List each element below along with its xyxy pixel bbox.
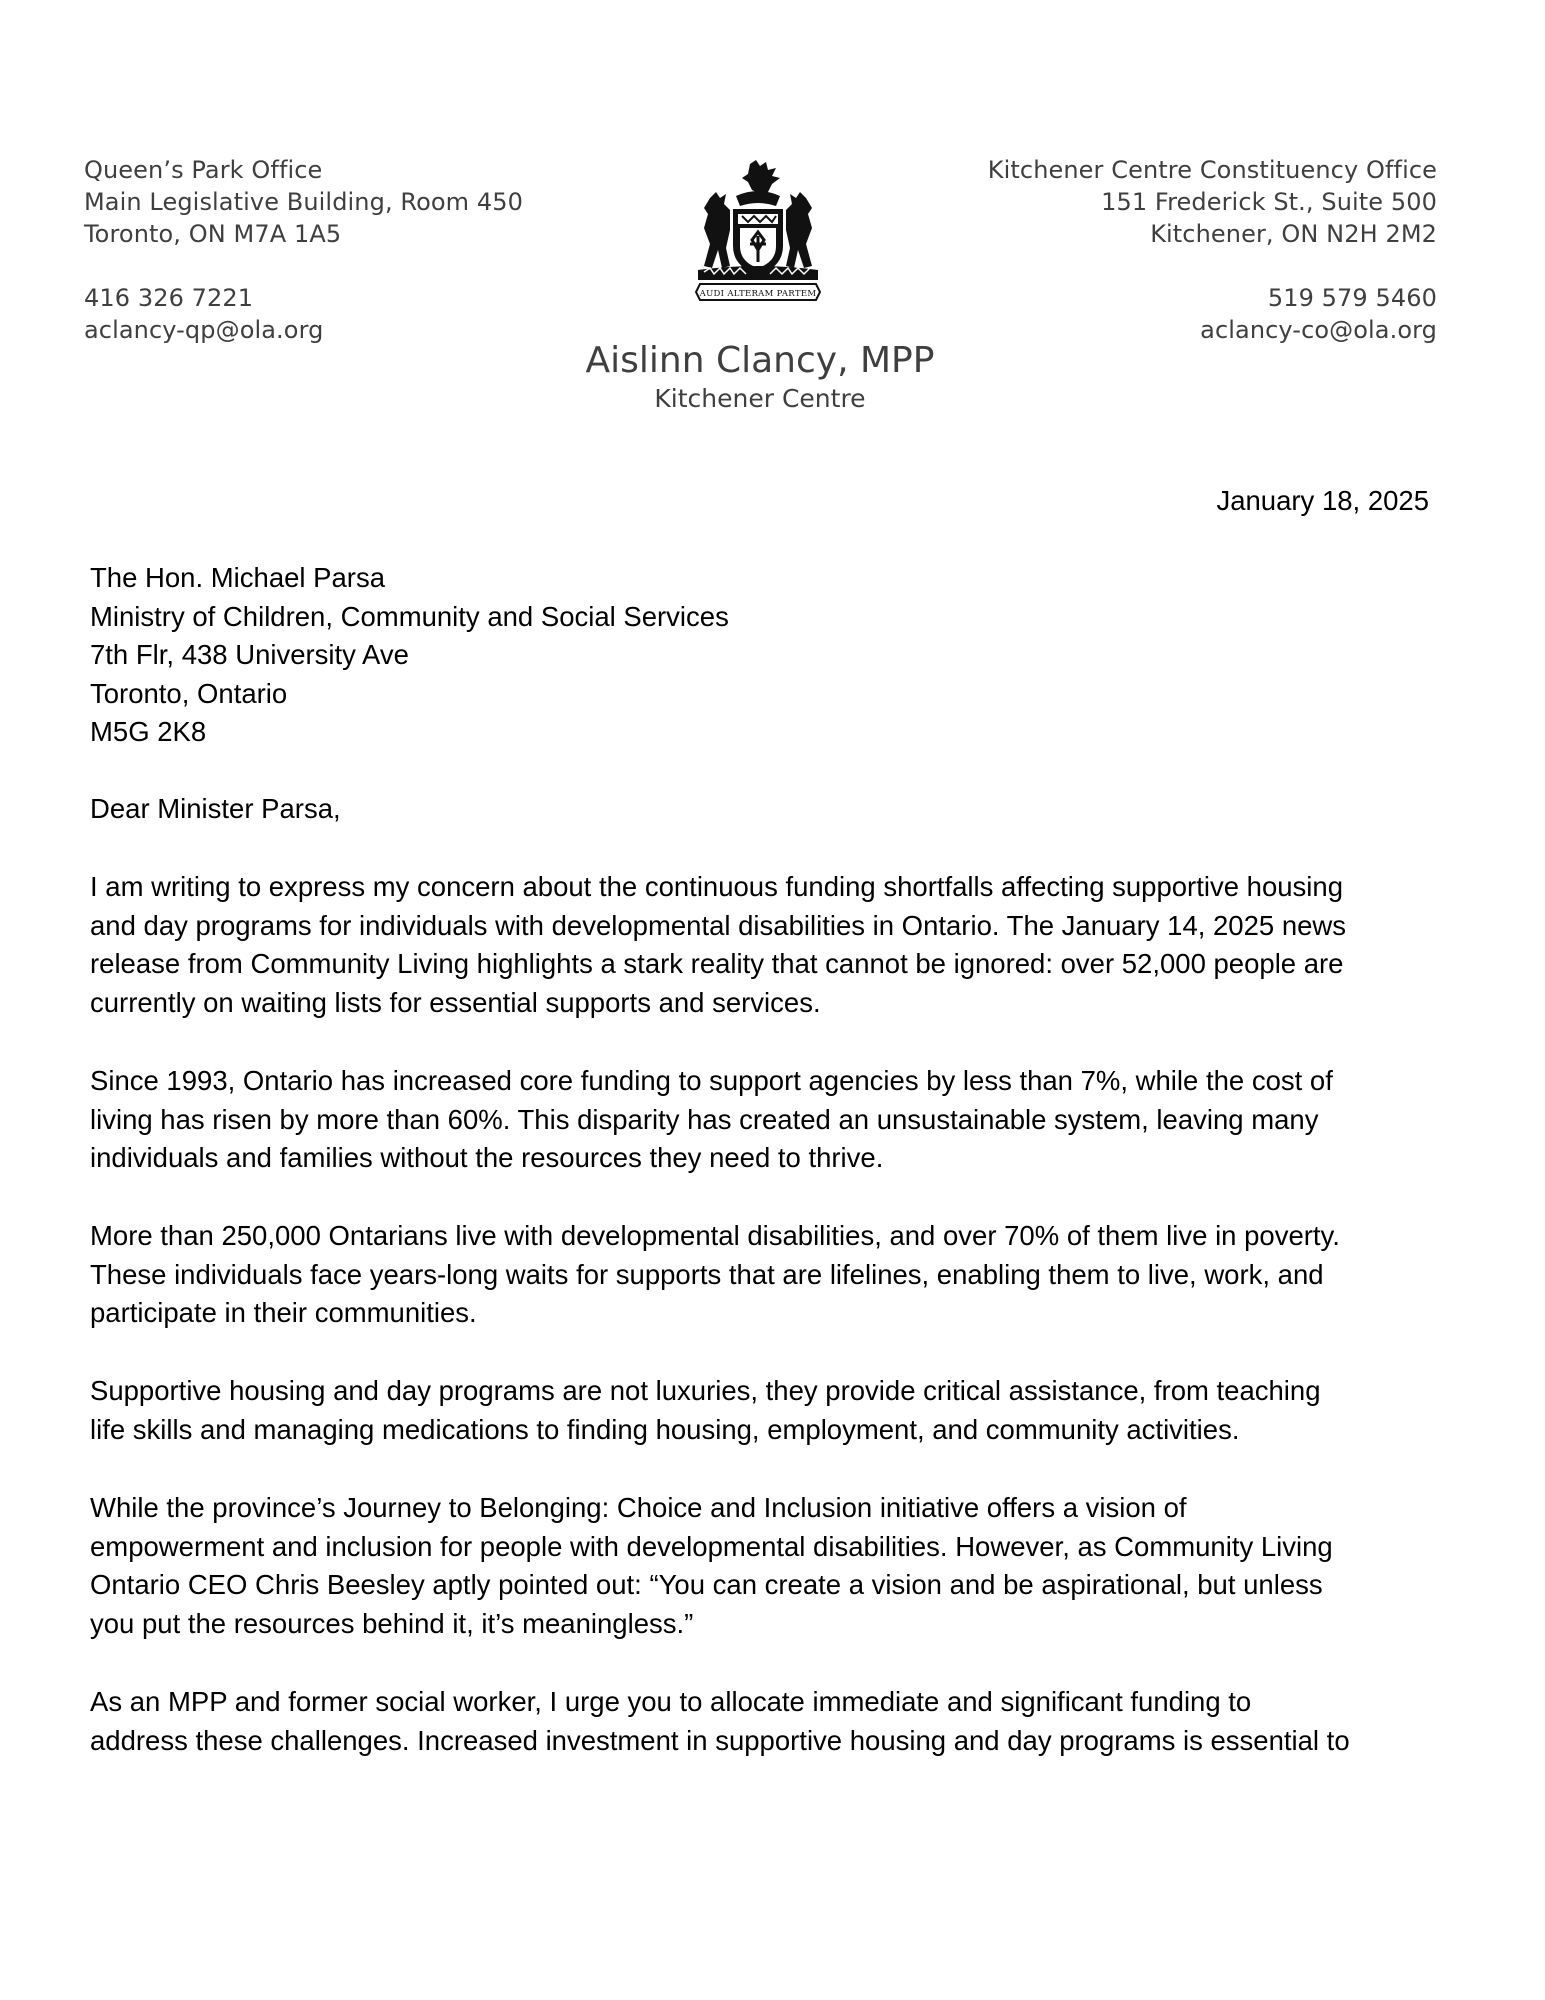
body-paragraph-2	[90, 1062, 1450, 1178]
queens-park-address-line1: Main Legislative Building, Room 450	[84, 188, 523, 216]
ontario-coat-of-arms-crest	[690, 158, 826, 308]
recipient-address	[90, 559, 729, 752]
paragraph-line: individuals and families without the resources they need to thrive.	[90, 1142, 884, 1174]
paragraph-line: As an MPP and former social worker, I urge you to allocate immediate and significant funding to	[90, 1686, 1252, 1717]
body-paragraph-5	[90, 1489, 1450, 1643]
constituency-office-block	[988, 154, 1437, 346]
recipient-line: The Hon. Michael Parsa	[90, 562, 385, 593]
paragraph-line: address these challenges. Increased investment in supportive housing and day programs is essential to	[90, 1724, 1350, 1756]
salutation: Dear Minister Parsa,	[90, 793, 341, 824]
paragraph-line: living has risen by more than 60%. This disparity has created an unsustainable system, leaving many	[90, 1103, 1319, 1135]
paragraph-line: More than 250,000 Ontarians live with developmental disabilities, and over 70% of them live in poverty.	[90, 1220, 1340, 1251]
body-paragraph-6	[90, 1683, 1450, 1760]
recipient-line: 7th Flr, 438 University Ave	[90, 639, 409, 671]
recipient-line: Ministry of Children, Community and Social Services	[90, 600, 729, 632]
queens-park-office-title: Queen’s Park Office	[84, 156, 323, 184]
recipient-line: Toronto, Ontario	[90, 677, 288, 709]
constituency-address-line1: 151 Frederick St., Suite 500	[1101, 188, 1437, 216]
paragraph-line: Ontario CEO Chris Beesley aptly pointed out: “You can create a vision and be aspirational, but unless	[90, 1569, 1323, 1601]
mpp-name-block	[560, 338, 960, 414]
paragraph-line: These individuals face years-long waits for supports that are lifelines, enabling them to live, work, and	[90, 1258, 1324, 1290]
queens-park-address-line2: Toronto, ON M7A 1A5	[84, 220, 342, 248]
paragraph-line: you put the resources behind it, it’s meaningless.”	[90, 1607, 694, 1639]
recipient-line: M5G 2K8	[90, 716, 207, 748]
paragraph-line: currently on waiting lists for essential supports and services.	[90, 986, 821, 1018]
paragraph-line: life skills and managing medications to finding housing, employment, and community activities.	[90, 1413, 1240, 1445]
constituency-address-line2: Kitchener, ON N2H 2M2	[1150, 220, 1437, 248]
crest-motto: AUDI ALTERAM PARTEM	[699, 289, 817, 299]
body-paragraph-3	[90, 1217, 1450, 1333]
constituency-phone: 519 579 5460	[1267, 284, 1437, 312]
body-paragraph-1	[90, 868, 1450, 1022]
paragraph-line: participate in their communities.	[90, 1297, 477, 1329]
paragraph-line: empowerment and inclusion for people with developmental disabilities. However, as Community Living	[90, 1530, 1333, 1562]
paragraph-line: While the province’s Journey to Belonging: Choice and Inclusion initiative offers a vision of	[90, 1492, 1187, 1523]
paragraph-line: release from Community Living highlights a stark reality that cannot be ignored: over 52,000 people are	[90, 948, 1344, 980]
queens-park-office-block	[84, 154, 523, 346]
paragraph-line: I am writing to express my concern about the continuous funding shortfalls affecting supportive housing	[90, 871, 1343, 902]
mpp-name: Aislinn Clancy, MPP	[585, 340, 935, 381]
paragraph-line: Since 1993, Ontario has increased core funding to support agencies by less than 7%, while the cost of	[90, 1065, 1333, 1096]
paragraph-line: and day programs for individuals with developmental disabilities in Ontario. The January 14, 2025 news	[90, 909, 1347, 941]
constituency-email: aclancy-co@ola.org	[1200, 316, 1437, 344]
constituency-office-title: Kitchener Centre Constituency Office	[987, 156, 1437, 184]
queens-park-phone: 416 326 7221	[84, 284, 254, 312]
queens-park-email: aclancy-qp@ola.org	[84, 316, 324, 344]
letter-date: January 18, 2025	[1216, 485, 1429, 516]
body-paragraph-4	[90, 1372, 1450, 1449]
paragraph-line: Supportive housing and day programs are not luxuries, they provide critical assistance, from teaching	[90, 1375, 1321, 1406]
mpp-riding: Kitchener Centre	[654, 384, 866, 413]
